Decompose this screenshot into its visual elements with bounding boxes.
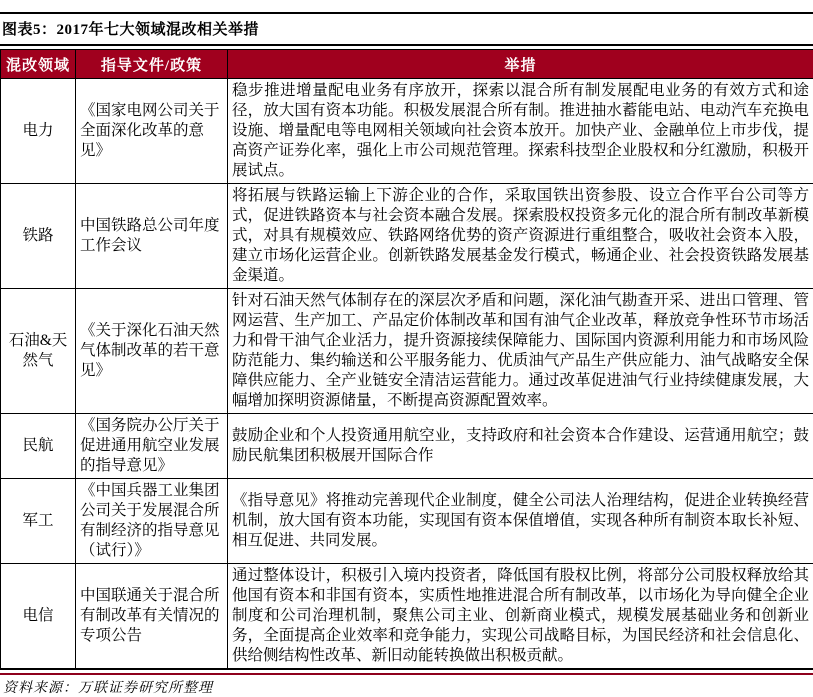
table-row: [1, 479, 813, 564]
figure-title-bar: [0, 12, 813, 46]
header-cell-measures: 举措: [228, 50, 813, 79]
policy-cell: 《国家电网公司关于全面深化改革的意见》: [76, 79, 228, 184]
data-source-note: 资料来源：万联证券研究所整理: [3, 677, 813, 697]
measures-cell: 鼓励企业和个人投资通用航空业，支持政府和社会资本合作建设、运营通用航空；鼓励民航集团积极展开国际合作: [228, 414, 813, 479]
header-cell-field: 混改领域: [1, 50, 76, 79]
field-cell: 石油&天然气: [1, 289, 76, 414]
measures-cell: 《指导意见》将推动完善现代企业制度，健全公司法人治理结构，促进企业转换经营机制，放大国有资本功能，实现国有资本保值增值，实现各种所有制资本取长补短、相互促进、共同发展。: [228, 479, 813, 564]
reform-measures-table: [0, 49, 813, 670]
table-row: [1, 414, 813, 479]
table-row: [1, 564, 813, 670]
table-header-row: [1, 50, 813, 79]
measures-cell: 稳步推进增量配电业务有序放开，探索以混合所有制发展配电业务的有效方式和途径，放大国有资本功能。积极发展混合所有制。推进抽水蓄能电站、电动汽车充换电设施、增量配电等电网相关领域向社会资本放开。加快产业、金融单位上市步伐，提高资产证券化率，强化上市公司规范管理。探索科技型企业股权和分红激励，积极开展试点。: [228, 79, 813, 184]
field-cell: 民航: [1, 414, 76, 479]
measures-cell: 将拓展与铁路运输上下游企业的合作，采取国铁出资参股、设立合作平台公司等方式，促进铁路资本与社会资本融合发展。探索股权投资多元化的混合所有制改革新模式，对具有规模效应、铁路网络优势的资产资源进行重组整合，吸收社会资本入股，建立市场化运营企业。创新铁路发展基金发行模式，畅通企业、社会投资铁路发展基金渠道。: [228, 184, 813, 289]
table-row: [1, 289, 813, 414]
table-row: [1, 79, 813, 184]
policy-cell: 中国联通关于混合所有制改革有关情况的专项公告: [76, 564, 228, 670]
field-cell: 军工: [1, 479, 76, 564]
policy-cell: 中国铁路总公司年度工作会议: [76, 184, 228, 289]
bottom-divider-rule: [0, 673, 813, 675]
field-cell: 电力: [1, 79, 76, 184]
field-cell: 铁路: [1, 184, 76, 289]
policy-cell: 《国务院办公厅关于促进通用航空业发展的指导意见》: [76, 414, 228, 479]
page-title: 图表5：2017年七大领域混改相关举措: [2, 22, 259, 38]
header-cell-policy: 指导文件/政策: [76, 50, 228, 79]
field-cell: 电信: [1, 564, 76, 670]
measures-cell: 通过整体设计，积极引入境内投资者，降低国有股权比例，将部分公司股权释放给其他国有资本和非国有资本，实质性地推进混合所有制改革，以市场化为导向健全企业制度和公司治理机制，聚焦公司主业、创新商业模式，规模发展基础业务和创新业务，全面提高企业效率和竞争能力，实现公司战略目标，为国民经济和社会信息化、供给侧结构性改革、新旧动能转换做出积极贡献。: [228, 564, 813, 670]
table-row: [1, 184, 813, 289]
policy-cell: 《关于深化石油天然气体制改革的若干意见》: [76, 289, 228, 414]
measures-cell: 针对石油天然气体制存在的深层次矛盾和问题，深化油气勘查开采、进出口管理、管网运营、生产加工、产品定价体制改革和国有油气企业改革，释放竞争性环节市场活力和骨干油气企业活力，提升资源接续保障能力、国际国内资源利用能力和市场风险防范能力、集约输送和公平服务能力、优质油气产品生产供应能力、油气战略安全保障供应能力、全产业链安全清洁运营能力。通过改革促进油气行业持续健康发展，大幅增加探明资源储量，不断提高资源配置效率。: [228, 289, 813, 414]
policy-cell: 《中国兵器工业集团公司关于发展混合所有制经济的指导意见（试行）》: [76, 479, 228, 564]
